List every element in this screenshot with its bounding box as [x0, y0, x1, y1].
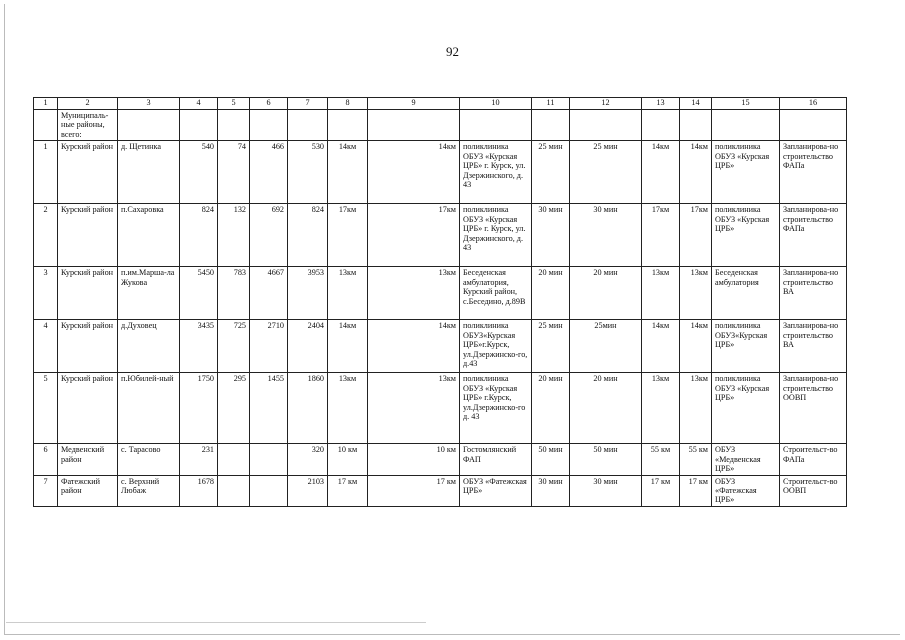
settlement-cell: п.им.Марша-ла Жукова	[118, 267, 180, 320]
cell-col-12: 30 мин	[570, 475, 642, 506]
cell-col-4: 824	[180, 204, 218, 267]
district-cell: Курский район	[58, 267, 118, 320]
cell-col-16: Строительст-во ФАПа	[780, 444, 847, 475]
cell-col-11: 25 мин	[532, 320, 570, 373]
cell-col-5: 725	[218, 320, 250, 373]
cell-col-4: 1750	[180, 373, 218, 444]
district-cell: Курский район	[58, 204, 118, 267]
subtotal-cell	[780, 110, 847, 141]
district-cell: Медвенский район	[58, 444, 118, 475]
row-number: 3	[34, 267, 58, 320]
table-row	[34, 267, 847, 320]
subtotal-cell	[328, 110, 368, 141]
cell-col-8: 14км	[328, 141, 368, 204]
cell-col-11: 30 мин	[532, 204, 570, 267]
cell-col-14: 13км	[680, 267, 712, 320]
subtotal-cell	[642, 110, 680, 141]
cell-col-6: 692	[250, 204, 288, 267]
cell-col-5	[218, 444, 250, 475]
cell-col-16: Запланирова-но строительство ООВП	[780, 373, 847, 444]
cell-col-4: 231	[180, 444, 218, 475]
cell-col-12: 30 мин	[570, 204, 642, 267]
cell-col-16: Запланирова-но строительство ФАПа	[780, 141, 847, 204]
cell-col-15: ОБУЗ «Фатежская ЦРБ»	[712, 475, 780, 506]
table-row	[34, 141, 847, 204]
settlement-cell: с. Верхний Любаж	[118, 475, 180, 506]
column-header: 7	[288, 98, 328, 110]
scan-edge-line	[6, 622, 426, 623]
cell-col-14: 14км	[680, 141, 712, 204]
row-number: 1	[34, 141, 58, 204]
cell-col-12: 20 мин	[570, 267, 642, 320]
table-row	[34, 475, 847, 506]
cell-col-5	[218, 475, 250, 506]
cell-col-11: 50 мин	[532, 444, 570, 475]
settlement-cell: п.Юбилей-ный	[118, 373, 180, 444]
table-row	[34, 444, 847, 475]
subtotal-row	[34, 110, 847, 141]
subtotal-cell	[532, 110, 570, 141]
cell-col-8: 17км	[328, 204, 368, 267]
cell-col-4: 540	[180, 141, 218, 204]
district-cell: Курский район	[58, 320, 118, 373]
cell-col-8: 13км	[328, 267, 368, 320]
row-number: 7	[34, 475, 58, 506]
cell-col-6: 2710	[250, 320, 288, 373]
cell-col-7: 824	[288, 204, 328, 267]
cell-col-16: Строительст-во ООВП	[780, 475, 847, 506]
cell-col-15: ОБУЗ «Медвенская ЦРБ»	[712, 444, 780, 475]
cell-col-16: Запланирова-но строительство ФАПа	[780, 204, 847, 267]
subtotal-cell	[218, 110, 250, 141]
column-header: 2	[58, 98, 118, 110]
district-cell: Фатежский район	[58, 475, 118, 506]
settlement-cell: д. Щетинка	[118, 141, 180, 204]
subtotal-cell	[118, 110, 180, 141]
cell-col-8: 17 км	[328, 475, 368, 506]
subtotal-label: Муниципаль-ные районы, всего:	[58, 110, 118, 141]
cell-col-12: 25 мин	[570, 141, 642, 204]
cell-col-11: 20 мин	[532, 373, 570, 444]
cell-col-15: поликлиника ОБУЗ «Курская ЦРБ»	[712, 141, 780, 204]
cell-col-5: 74	[218, 141, 250, 204]
cell-col-6	[250, 475, 288, 506]
subtotal-cell	[288, 110, 328, 141]
cell-col-14: 55 км	[680, 444, 712, 475]
column-header: 12	[570, 98, 642, 110]
cell-col-4: 1678	[180, 475, 218, 506]
table-row	[34, 204, 847, 267]
settlement-cell: п.Сахаровка	[118, 204, 180, 267]
settlement-cell: с. Тарасово	[118, 444, 180, 475]
cell-col-15: Беседенская амбулатория	[712, 267, 780, 320]
cell-col-13: 55 км	[642, 444, 680, 475]
cell-col-12: 50 мин	[570, 444, 642, 475]
row-number: 2	[34, 204, 58, 267]
cell-col-13: 17 км	[642, 475, 680, 506]
cell-col-12: 25мин	[570, 320, 642, 373]
column-header: 8	[328, 98, 368, 110]
cell-col-5: 783	[218, 267, 250, 320]
table-body	[34, 98, 847, 507]
cell-col-15: поликлиника ОБУЗ «Курская ЦРБ»	[712, 373, 780, 444]
table-row	[34, 320, 847, 373]
column-header: 13	[642, 98, 680, 110]
cell-col-11: 30 мин	[532, 475, 570, 506]
cell-col-11: 25 мин	[532, 141, 570, 204]
district-cell: Курский район	[58, 141, 118, 204]
cell-col-14: 13км	[680, 373, 712, 444]
data-table	[33, 97, 847, 507]
cell-col-13: 13км	[642, 267, 680, 320]
cell-col-15: поликлиника ОБУЗ«Курская ЦРБ»	[712, 320, 780, 373]
cell-col-6: 4667	[250, 267, 288, 320]
cell-col-10: поликлиника ОБУЗ «Курская ЦРБ» г. Курск, ул. Дзержинского, д. 43	[460, 141, 532, 204]
cell-col-10: ОБУЗ «Фатежская ЦРБ»	[460, 475, 532, 506]
cell-col-6: 466	[250, 141, 288, 204]
cell-col-9: 14км	[368, 141, 460, 204]
cell-col-4: 5450	[180, 267, 218, 320]
subtotal-cell	[180, 110, 218, 141]
district-cell: Курский район	[58, 373, 118, 444]
cell-col-10: Гостомлянский ФАП	[460, 444, 532, 475]
cell-col-7: 1860	[288, 373, 328, 444]
column-header: 10	[460, 98, 532, 110]
cell-col-16: Запланирова-но строительство ВА	[780, 320, 847, 373]
cell-col-5: 132	[218, 204, 250, 267]
cell-col-10: поликлиника ОБУЗ «Курская ЦРБ» г.Курск, ул.Дзержинско-го д. 43	[460, 373, 532, 444]
cell-col-7: 3953	[288, 267, 328, 320]
cell-col-11: 20 мин	[532, 267, 570, 320]
cell-col-8: 14км	[328, 320, 368, 373]
row-number: 5	[34, 373, 58, 444]
cell-col-13: 14км	[642, 141, 680, 204]
column-header: 14	[680, 98, 712, 110]
column-header: 1	[34, 98, 58, 110]
cell-col-14: 17км	[680, 204, 712, 267]
column-header: 6	[250, 98, 288, 110]
cell-col-10: поликлиника ОБУЗ«Курская ЦРБ»г.Курск, ул.Дзержинско-го, д.43	[460, 320, 532, 373]
cell-col-7: 530	[288, 141, 328, 204]
column-header: 4	[180, 98, 218, 110]
cell-col-7: 2103	[288, 475, 328, 506]
subtotal-cell	[460, 110, 532, 141]
column-header: 9	[368, 98, 460, 110]
row-number: 4	[34, 320, 58, 373]
row-number: 6	[34, 444, 58, 475]
settlement-cell: д.Духовец	[118, 320, 180, 373]
cell-col-10: Беседенская амбулатория, Курский район, с.Беседино, д.89В	[460, 267, 532, 320]
cell-col-6	[250, 444, 288, 475]
page-number: 92	[446, 44, 459, 59]
column-header-row	[34, 98, 847, 110]
subtotal-cell	[712, 110, 780, 141]
subtotal-cell	[680, 110, 712, 141]
cell-col-13: 17км	[642, 204, 680, 267]
column-header: 5	[218, 98, 250, 110]
cell-col-8: 13км	[328, 373, 368, 444]
cell-col-7: 320	[288, 444, 328, 475]
cell-col-9: 13км	[368, 373, 460, 444]
subtotal-cell	[368, 110, 460, 141]
cell-col-7: 2404	[288, 320, 328, 373]
cell-col-9: 17км	[368, 204, 460, 267]
table-row	[34, 373, 847, 444]
subtotal-cell	[34, 110, 58, 141]
cell-col-14: 14км	[680, 320, 712, 373]
cell-col-9: 13км	[368, 267, 460, 320]
cell-col-13: 14км	[642, 320, 680, 373]
subtotal-cell	[250, 110, 288, 141]
cell-col-6: 1455	[250, 373, 288, 444]
cell-col-9: 17 км	[368, 475, 460, 506]
column-header: 11	[532, 98, 570, 110]
cell-col-15: поликлиника ОБУЗ «Курская ЦРБ»	[712, 204, 780, 267]
cell-col-9: 10 км	[368, 444, 460, 475]
cell-col-16: Запланирова-но строительство ВА	[780, 267, 847, 320]
column-header: 3	[118, 98, 180, 110]
cell-col-14: 17 км	[680, 475, 712, 506]
cell-col-10: поликлиника ОБУЗ «Курская ЦРБ» г. Курск, ул. Дзержинского, д. 43	[460, 204, 532, 267]
column-header: 16	[780, 98, 847, 110]
cell-col-9: 14км	[368, 320, 460, 373]
cell-col-12: 20 мин	[570, 373, 642, 444]
column-header: 15	[712, 98, 780, 110]
cell-col-4: 3435	[180, 320, 218, 373]
cell-col-8: 10 км	[328, 444, 368, 475]
cell-col-5: 295	[218, 373, 250, 444]
subtotal-cell	[570, 110, 642, 141]
cell-col-13: 13км	[642, 373, 680, 444]
